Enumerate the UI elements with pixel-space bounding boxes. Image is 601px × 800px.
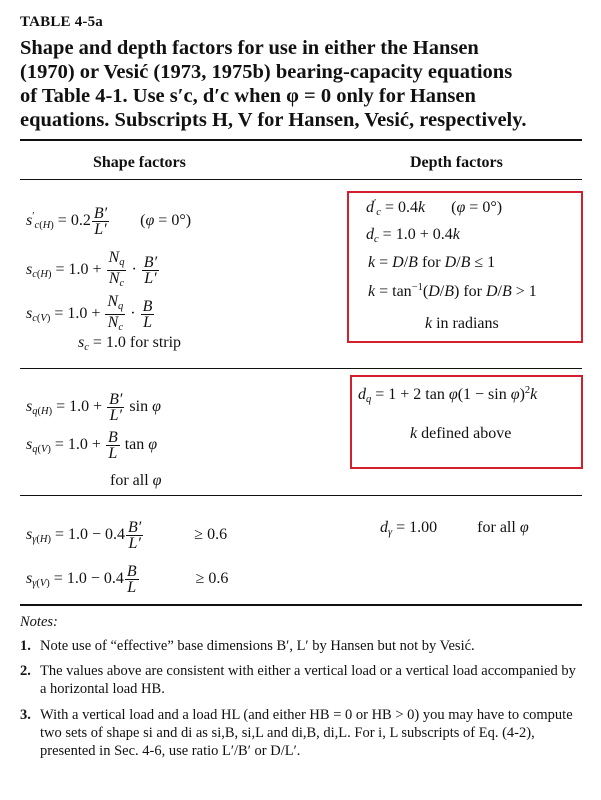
note-1-text: Note use of “effective” base dimensions B′, L′ by Hansen but not by Vesić. [40,638,475,654]
caption-line-1: Shape and depth factors for use in either the Hansen [20,37,479,59]
note-1-number: 1. [20,638,31,654]
caption-line-3: of Table 4-1. Use s′c, d′c when φ = 0 only for Hansen [20,85,476,107]
shape-factors-header: Shape factors [93,154,186,171]
note-3-number: 3. [20,707,31,723]
shape-sc-vesic: $s_{c(V)} = 1.0$ + $\frac{N_q}{N_c}$ · $\frac{B}{L}$ [26,293,153,333]
depth-k-radians: k in radians [425,315,499,332]
depth-k-large: $k = \tan^{-1}(D/B)$ for D/B > 1 [368,282,537,300]
header-rule [20,179,582,180]
note-1 [20,637,582,655]
section-rule-2 [20,495,582,496]
top-rule [20,139,582,141]
notes-title: Notes: [20,614,58,630]
shape-sgamma-vesic: $s_{\gamma(V)} = 1.0 - 0.4$ $\frac{B}{L}$ ≥ 0.6 [26,563,229,596]
depth-dq: $d_q = 1 + 2$ $\tan \varphi(1 - \sin \varphi)^2k$ [358,385,538,405]
depth-dc: $d_c = 1.0 + 0.4k$ [366,226,460,245]
depth-dc-prime: $d'_c = 0.4k$ (φ = 0°) [366,198,503,218]
depth-factors-header: Depth factors [410,154,503,171]
shape-for-all-phi: for all φ [110,472,162,489]
caption-line-2: (1970) or Vesić (1973, 1975b) bearing-capacity equations [20,61,513,83]
table-label: TABLE 4-5a [20,14,103,30]
note-2 [20,662,582,698]
bottom-rule [20,604,582,606]
depth-dgamma: $d_\gamma = 1.00$ for all φ [380,519,529,538]
note-2-number: 2. [20,663,31,679]
section-rule-1 [20,368,582,369]
note-3-text: With a vertical load and a load HL (and either HB = 0 or HB > 0) you may have to compute two sets of shape si and di as si,B, si,L and di,B, di,L. For i, L subscripts of Eq. (4-2), presented in Sec. 4-6, use ratio L′/B′ or D/L′. [40,707,573,759]
shape-sc-hansen-prime: $s'_{c(H)} = 0.2$ $\frac{B'}{L'}$ (φ = 0°) [26,205,192,238]
shape-sq-vesic: $s_{q(V)} = 1.0$ + $\frac{B}{L}$ tan φ [26,429,158,462]
shape-sc-strip: $s_c = 1.0$ for strip [78,334,182,353]
shape-sq-hansen: $s_{q(H)} = 1.0$ + $\frac{B'}{L'}$ sin φ [26,391,161,424]
depth-k-defined: k defined above [410,425,512,442]
depth-k-small: k = D/B for D/B ≤ 1 [368,254,496,271]
note-3 [20,706,582,760]
shape-sgamma-hansen: $s_{\gamma(H)} = 1.0 - 0.4$ $\frac{B'}{L'}$ ≥ 0.6 [26,519,228,552]
shape-sc-hansen: $s_{c(H)} = 1.0$ + $\frac{N_q}{N_c}$ · $\frac{B'}{L'}$ [26,249,158,289]
caption-line-4: equations. Subscripts H, V for Hansen, Vesić, respectively. [20,109,527,131]
note-2-text: The values above are consistent with either a vertical load or a vertical load accompanied by a horizontal load HB. [40,663,576,697]
